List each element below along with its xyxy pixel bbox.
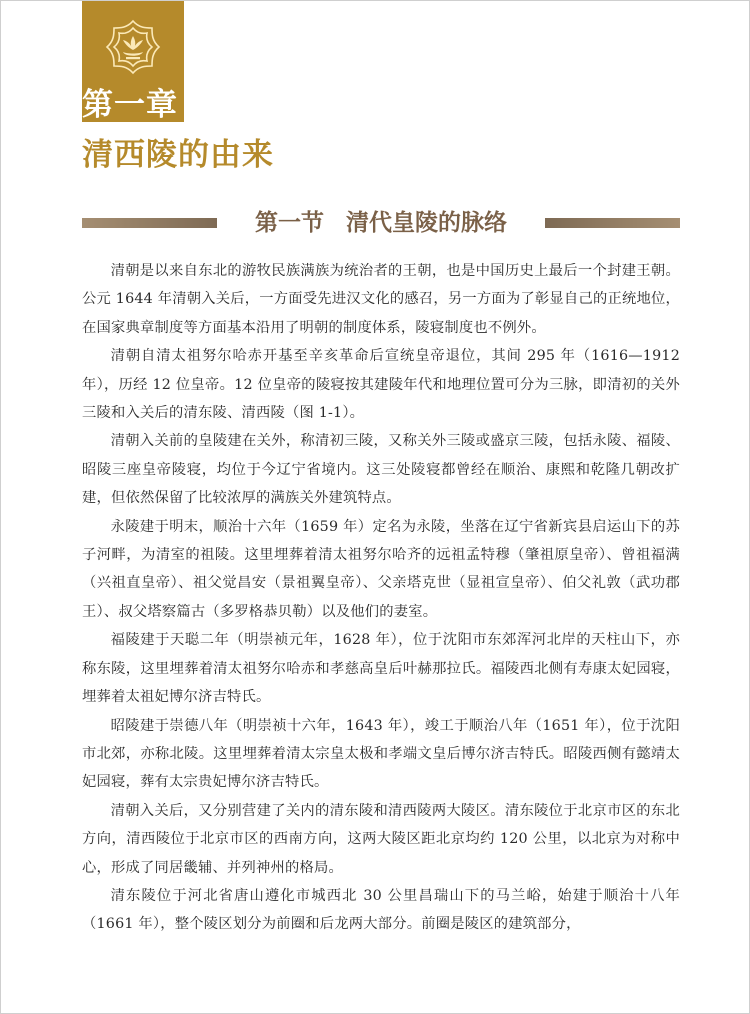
section-bar-right <box>545 218 680 228</box>
section-bar-left <box>82 218 217 228</box>
lotus-ornament-icon <box>105 19 161 75</box>
chapter-title: 清西陵的由来 <box>82 137 274 173</box>
body-text <box>82 257 680 939</box>
chapter-label: 第一章 <box>82 87 178 123</box>
paragraph: 清朝入关后，又分别营建了关内的清东陵和清西陵两大陵区。清东陵位于北京市区的东北方向，清西陵位于北京市区的西南方向，这两大陵区距北京均约 120 公里，以北京为对称中心，形成了同居畿辅、并列神州的格局。 <box>82 802 680 876</box>
paragraph: 清东陵位于河北省唐山遵化市城西北 30 公里昌瑞山下的马兰峪，始建于顺治十八年（1661 年），整个陵区划分为前圈和后龙两大部分。前圈是陵区的建筑部分， <box>82 887 680 933</box>
section-title: 清代皇陵的脉络 <box>346 210 507 236</box>
paragraph: 清朝是以来自东北的游牧民族满族为统治者的王朝，也是中国历史上最后一个封建王朝。公元 1644 年清朝入关后，一方面受先进汉文化的感召，另一方面为了彰显自己的正统地位，在国家典章制度等方面基本沿用了明朝的制度体系，陵寝制度也不例外。 <box>82 263 680 336</box>
section-heading <box>217 203 545 243</box>
section-header <box>82 203 680 243</box>
section-number: 第一节 <box>255 210 324 236</box>
paragraph: 永陵建于明末，顺治十六年（1659 年）定名为永陵，坐落在辽宁省新宾县启运山下的苏子河畔，为清室的祖陵。这里埋葬着清太祖努尔哈齐的远祖孟特穆（肇祖原皇帝）、曾祖福满（兴祖直皇帝）、祖父觉昌安（景祖翼皇帝）、父亲塔克世（显祖宣皇帝）、伯父礼敦（武功郡王）、叔父塔察篇古（多罗格恭贝勒）以及他们的妻室。 <box>82 518 680 620</box>
paragraph: 福陵建于天聪二年（明崇祯元年，1628 年），位于沈阳市东郊浑河北岸的天柱山下，亦称东陵，这里埋葬着清太祖努尔哈赤和孝慈高皇后叶赫那拉氏。福陵西北侧有寿康太妃园寝，埋葬着太祖妃博尔济吉特氏。 <box>82 632 680 706</box>
paragraph: 清朝自清太祖努尔哈赤开基至辛亥革命后宣统皇帝退位，其间 295 年（1616—1912 年），历经 12 位皇帝。12 位皇帝的陵寝按其建陵年代和地理位置可分为三脉，即清初的关外三陵和入关后的清东陵、清西陵（图 1-1）。 <box>82 348 680 422</box>
paragraph: 昭陵建于崇德八年（明崇祯十六年，1643 年），竣工于顺治八年（1651 年），位于沈阳市北郊，亦称北陵。这里埋葬着清太宗皇太极和孝端文皇后博尔济吉特氏。昭陵西侧有懿靖太妃园寝，葬有太宗贵妃博尔济吉特氏。 <box>82 717 680 791</box>
paragraph: 清朝入关前的皇陵建在关外，称清初三陵，又称关外三陵或盛京三陵，包括永陵、福陵、昭陵三座皇帝陵寝，均位于今辽宁省境内。这三处陵寝都曾经在顺治、康熙和乾隆几朝改扩建，但依然保留了比较浓厚的满族关外建筑特点。 <box>82 433 680 507</box>
